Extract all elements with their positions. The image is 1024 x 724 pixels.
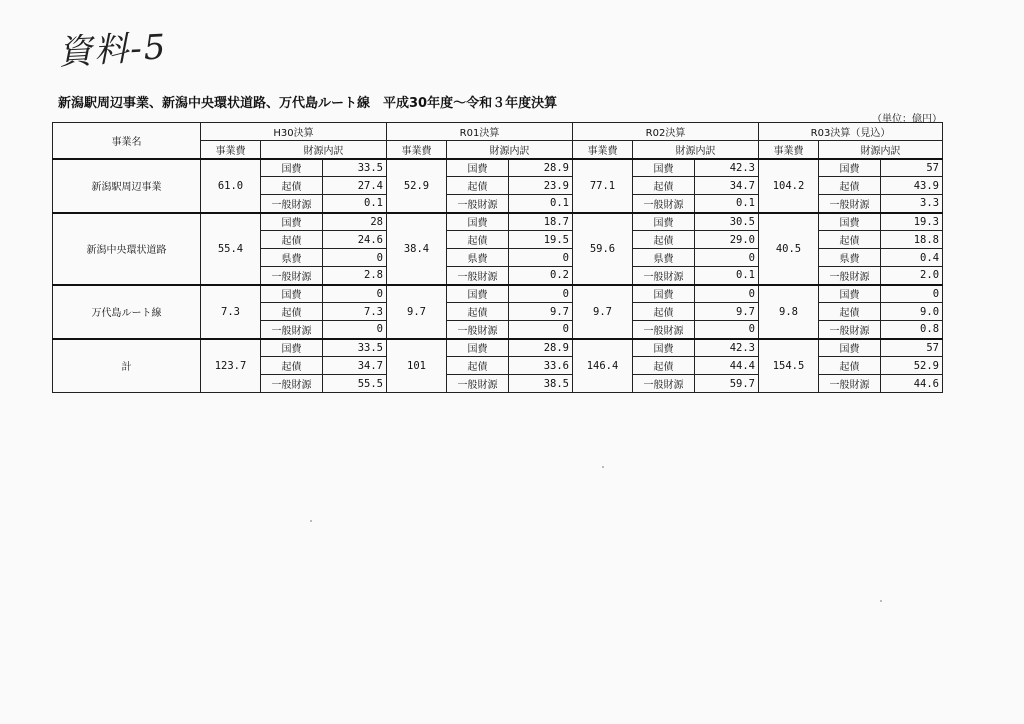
table-row	[53, 339, 943, 357]
funding-source-amount: 2.0	[881, 267, 943, 285]
funding-source-amount: 0	[323, 285, 387, 303]
funding-source-label: 一般財源	[447, 195, 509, 213]
header-cost: 事業費	[201, 141, 261, 159]
funding-source-label: 国費	[633, 339, 695, 357]
funding-source-label: 起債	[261, 303, 323, 321]
funding-source-label: 県費	[447, 249, 509, 267]
project-name: 万代島ルート線	[53, 285, 201, 339]
project-name: 新潟中央環状道路	[53, 213, 201, 285]
funding-source-label: 起債	[261, 357, 323, 375]
funding-source-amount: 23.9	[509, 177, 573, 195]
funding-source-amount: 44.6	[881, 375, 943, 393]
funding-source-label: 一般財源	[261, 321, 323, 339]
funding-source-label: 国費	[447, 285, 509, 303]
header-breakdown: 財源内訳	[261, 141, 387, 159]
funding-source-label: 起債	[819, 357, 881, 375]
funding-source-amount: 28.9	[509, 159, 573, 177]
funding-source-amount: 30.5	[695, 213, 759, 231]
funding-source-label: 起債	[447, 303, 509, 321]
funding-source-label: 国費	[819, 285, 881, 303]
header-year: R03決算（見込）	[759, 123, 943, 141]
funding-source-label: 国費	[819, 213, 881, 231]
funding-source-label: 国費	[261, 213, 323, 231]
funding-source-label: 県費	[633, 249, 695, 267]
header-breakdown: 財源内訳	[447, 141, 573, 159]
funding-source-label: 起債	[819, 177, 881, 195]
project-cost-total: 101	[387, 339, 447, 393]
project-cost-total: 146.4	[573, 339, 633, 393]
funding-source-amount: 0	[695, 285, 759, 303]
handwritten-label: 資料-5	[57, 27, 169, 73]
funding-source-label: 起債	[633, 357, 695, 375]
funding-source-label: 一般財源	[447, 375, 509, 393]
funding-source-amount: 0.8	[881, 321, 943, 339]
funding-source-amount: 59.7	[695, 375, 759, 393]
funding-source-amount: 0.1	[695, 195, 759, 213]
funding-source-label: 一般財源	[819, 195, 881, 213]
funding-source-label: 一般財源	[447, 321, 509, 339]
funding-source-amount: 0	[509, 285, 573, 303]
funding-source-amount: 29.0	[695, 231, 759, 249]
funding-source-amount: 24.6	[323, 231, 387, 249]
funding-source-amount: 55.5	[323, 375, 387, 393]
funding-source-amount: 18.8	[881, 231, 943, 249]
funding-source-label: 国費	[261, 159, 323, 177]
funding-source-label: 起債	[261, 177, 323, 195]
funding-source-amount: 38.5	[509, 375, 573, 393]
project-cost-total: 38.4	[387, 213, 447, 285]
header-year: R01決算	[387, 123, 573, 141]
funding-source-amount: 0	[881, 285, 943, 303]
funding-source-label: 起債	[633, 177, 695, 195]
header-cost: 事業費	[759, 141, 819, 159]
header-breakdown: 財源内訳	[819, 141, 943, 159]
funding-source-label: 起債	[633, 303, 695, 321]
document-title: 新潟駅周辺事業、新潟中央環状道路、万代島ルート線 平成30年度～令和３年度決算	[58, 96, 558, 111]
funding-source-label: 一般財源	[633, 321, 695, 339]
funding-source-amount: 9.7	[695, 303, 759, 321]
funding-source-amount: 19.3	[881, 213, 943, 231]
scan-speck	[880, 600, 882, 602]
funding-source-amount: 0.4	[881, 249, 943, 267]
funding-source-label: 国費	[447, 159, 509, 177]
funding-source-label: 一般財源	[819, 375, 881, 393]
funding-source-amount: 28.9	[509, 339, 573, 357]
funding-source-label: 国費	[633, 285, 695, 303]
funding-source-amount: 0.1	[509, 195, 573, 213]
funding-source-label: 国費	[447, 339, 509, 357]
project-cost-total: 154.5	[759, 339, 819, 393]
funding-source-label: 国費	[633, 213, 695, 231]
funding-source-label: 一般財源	[447, 267, 509, 285]
funding-source-label: 起債	[633, 231, 695, 249]
funding-source-amount: 33.5	[323, 159, 387, 177]
project-cost-total: 40.5	[759, 213, 819, 285]
funding-source-amount: 0	[509, 321, 573, 339]
project-cost-total: 61.0	[201, 159, 261, 213]
funding-source-label: 起債	[447, 357, 509, 375]
scan-speck	[602, 466, 604, 468]
project-name: 新潟駅周辺事業	[53, 159, 201, 213]
project-cost-total: 9.8	[759, 285, 819, 339]
project-cost-total: 104.2	[759, 159, 819, 213]
funding-source-amount: 43.9	[881, 177, 943, 195]
funding-source-label: 国費	[261, 285, 323, 303]
funding-source-label: 一般財源	[633, 375, 695, 393]
funding-source-label: 国費	[819, 159, 881, 177]
funding-source-amount: 57	[881, 159, 943, 177]
funding-source-amount: 33.6	[509, 357, 573, 375]
funding-source-amount: 0	[695, 249, 759, 267]
funding-source-amount: 2.8	[323, 267, 387, 285]
funding-source-label: 一般財源	[261, 195, 323, 213]
funding-source-amount: 33.5	[323, 339, 387, 357]
funding-source-label: 県費	[261, 249, 323, 267]
funding-source-amount: 0.1	[323, 195, 387, 213]
funding-source-amount: 0	[323, 249, 387, 267]
funding-source-label: 起債	[819, 231, 881, 249]
funding-source-amount: 57	[881, 339, 943, 357]
header-project-name: 事業名	[53, 123, 201, 159]
funding-source-label: 起債	[447, 231, 509, 249]
funding-source-amount: 0	[695, 321, 759, 339]
table-body	[53, 159, 943, 393]
funding-source-amount: 18.7	[509, 213, 573, 231]
funding-source-label: 国費	[447, 213, 509, 231]
funding-source-label: 一般財源	[819, 321, 881, 339]
header-cost: 事業費	[573, 141, 633, 159]
funding-source-amount: 19.5	[509, 231, 573, 249]
funding-source-amount: 28	[323, 213, 387, 231]
header-year: R02決算	[573, 123, 759, 141]
funding-source-amount: 42.3	[695, 339, 759, 357]
project-cost-total: 55.4	[201, 213, 261, 285]
funding-source-amount: 44.4	[695, 357, 759, 375]
funding-source-amount: 3.3	[881, 195, 943, 213]
funding-source-label: 一般財源	[633, 267, 695, 285]
funding-source-amount: 34.7	[323, 357, 387, 375]
scan-speck	[310, 520, 312, 522]
table-row	[53, 159, 943, 177]
project-cost-total: 59.6	[573, 213, 633, 285]
funding-source-label: 起債	[447, 177, 509, 195]
project-cost-total: 77.1	[573, 159, 633, 213]
funding-source-amount: 34.7	[695, 177, 759, 195]
funding-source-amount: 9.7	[509, 303, 573, 321]
funding-source-amount: 9.0	[881, 303, 943, 321]
project-cost-total: 52.9	[387, 159, 447, 213]
funding-source-amount: 52.9	[881, 357, 943, 375]
header-breakdown: 財源内訳	[633, 141, 759, 159]
funding-source-label: 国費	[261, 339, 323, 357]
funding-source-amount: 0	[323, 321, 387, 339]
header-year: H30決算	[201, 123, 387, 141]
funding-source-label: 一般財源	[633, 195, 695, 213]
funding-source-label: 国費	[633, 159, 695, 177]
project-name: 計	[53, 339, 201, 393]
funding-source-label: 国費	[819, 339, 881, 357]
project-cost-total: 9.7	[573, 285, 633, 339]
funding-source-label: 起債	[819, 303, 881, 321]
funding-source-amount: 0.1	[695, 267, 759, 285]
funding-source-label: 一般財源	[261, 267, 323, 285]
funding-source-amount: 7.3	[323, 303, 387, 321]
table-row	[53, 213, 943, 231]
funding-source-label: 県費	[819, 249, 881, 267]
funding-source-amount: 0	[509, 249, 573, 267]
table-row	[53, 285, 943, 303]
unit-note: （単位：億円）	[872, 114, 942, 125]
funding-source-amount: 27.4	[323, 177, 387, 195]
project-cost-total: 123.7	[201, 339, 261, 393]
funding-source-amount: 0.2	[509, 267, 573, 285]
project-cost-total: 9.7	[387, 285, 447, 339]
header-cost: 事業費	[387, 141, 447, 159]
project-cost-total: 7.3	[201, 285, 261, 339]
funding-source-label: 一般財源	[261, 375, 323, 393]
funding-source-label: 起債	[261, 231, 323, 249]
budget-table	[52, 122, 943, 393]
funding-source-amount: 42.3	[695, 159, 759, 177]
funding-source-label: 一般財源	[819, 267, 881, 285]
